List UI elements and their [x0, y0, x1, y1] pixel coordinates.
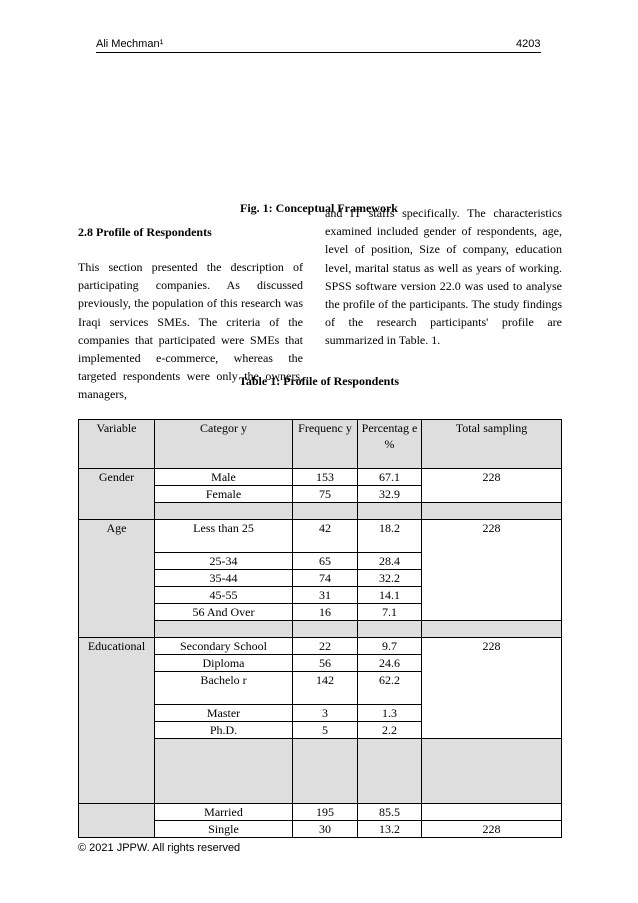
frequency-cell: 74	[293, 570, 358, 587]
category-cell: Single	[155, 821, 293, 838]
frequency-cell: 31	[293, 587, 358, 604]
percent-cell: 67.1	[358, 469, 422, 486]
frequency-cell: 56	[293, 655, 358, 672]
table-row	[79, 804, 562, 821]
header-rule	[96, 52, 541, 53]
frequency-cell: 30	[293, 821, 358, 838]
percent-cell: 14.1	[358, 587, 422, 604]
percent-cell: 9.7	[358, 638, 422, 655]
total-cell: 228	[422, 638, 562, 739]
percent-cell: 24.6	[358, 655, 422, 672]
frequency-cell: 153	[293, 469, 358, 486]
frequency-cell: 3	[293, 705, 358, 722]
total-cell: 228	[422, 821, 562, 838]
percent-cell: 32.9	[358, 486, 422, 503]
percent-cell: 18.2	[358, 520, 422, 553]
percent-cell: 2.2	[358, 722, 422, 739]
category-cell: 56 And Over	[155, 604, 293, 621]
running-header-page-number: 4203	[516, 38, 541, 50]
header-total-sampling: Total sampling	[422, 420, 562, 469]
table-row	[79, 469, 562, 486]
profile-table	[78, 419, 562, 838]
variable-gender: Gender	[79, 469, 155, 520]
percent-cell: 62.2	[358, 672, 422, 705]
header-frequency: Frequenc y	[293, 420, 358, 469]
category-cell: 25-34	[155, 553, 293, 570]
frequency-cell: 22	[293, 638, 358, 655]
variable-age: Age	[79, 520, 155, 638]
total-cell: 228	[422, 520, 562, 621]
percent-cell: 13.2	[358, 821, 422, 838]
percent-cell: 1.3	[358, 705, 422, 722]
percent-cell: 32.2	[358, 570, 422, 587]
category-cell: Master	[155, 705, 293, 722]
header-category: Categor y	[155, 420, 293, 469]
percent-cell: 85.5	[358, 804, 422, 821]
frequency-cell: 142	[293, 672, 358, 705]
category-cell: Married	[155, 804, 293, 821]
right-column-paragraph: and IT staffs specifically. The characteristics examined included gender of respondents, age, level of position, Size of company, education level, marital status as well as years of working. SPSS software version 22.0 was used to analyse the profile of the participants. The study findings of the research participants' profile are summarized in Table. 1.	[325, 206, 562, 348]
table-caption: Table 1: Profile of Respondents	[238, 374, 399, 388]
total-cell: 228	[422, 469, 562, 503]
frequency-cell: 65	[293, 553, 358, 570]
frequency-cell: 16	[293, 604, 358, 621]
category-cell: Male	[155, 469, 293, 486]
frequency-cell: 42	[293, 520, 358, 553]
category-cell: 35-44	[155, 570, 293, 587]
category-cell: Diploma	[155, 655, 293, 672]
frequency-cell: 195	[293, 804, 358, 821]
category-cell: Less than 25	[155, 520, 293, 553]
table-header-row	[79, 420, 562, 469]
variable-educational: Educational	[79, 638, 155, 804]
table-row	[79, 638, 562, 655]
header-percentage: Percentag e %	[358, 420, 422, 469]
header-variable: Variable	[79, 420, 155, 469]
category-cell: Secondary School	[155, 638, 293, 655]
category-cell: Ph.D.	[155, 722, 293, 739]
running-header-author: Ali Mechman¹	[96, 38, 164, 50]
variable-marital	[79, 804, 155, 838]
frequency-cell: 75	[293, 486, 358, 503]
copyright-footer: © 2021 JPPW. All rights reserved	[78, 842, 241, 854]
category-cell: Bachelo r	[155, 672, 293, 705]
percent-cell: 28.4	[358, 553, 422, 570]
percent-cell: 7.1	[358, 604, 422, 621]
figure-caption: Fig. 1: Conceptual Framework	[240, 201, 398, 215]
frequency-cell: 5	[293, 722, 358, 739]
category-cell: Female	[155, 486, 293, 503]
table-row	[79, 520, 562, 553]
left-column-paragraph: This section presented the description of participating companies. As discussed previously, the population of this research was Iraqi services SMEs. The criteria of the companies that participated were SMEs that implemented e-commerce, whereas the targeted respondents were only the owners, managers,	[78, 260, 303, 402]
section-heading: 2.8 Profile of Respondents	[78, 225, 212, 239]
category-cell: 45-55	[155, 587, 293, 604]
